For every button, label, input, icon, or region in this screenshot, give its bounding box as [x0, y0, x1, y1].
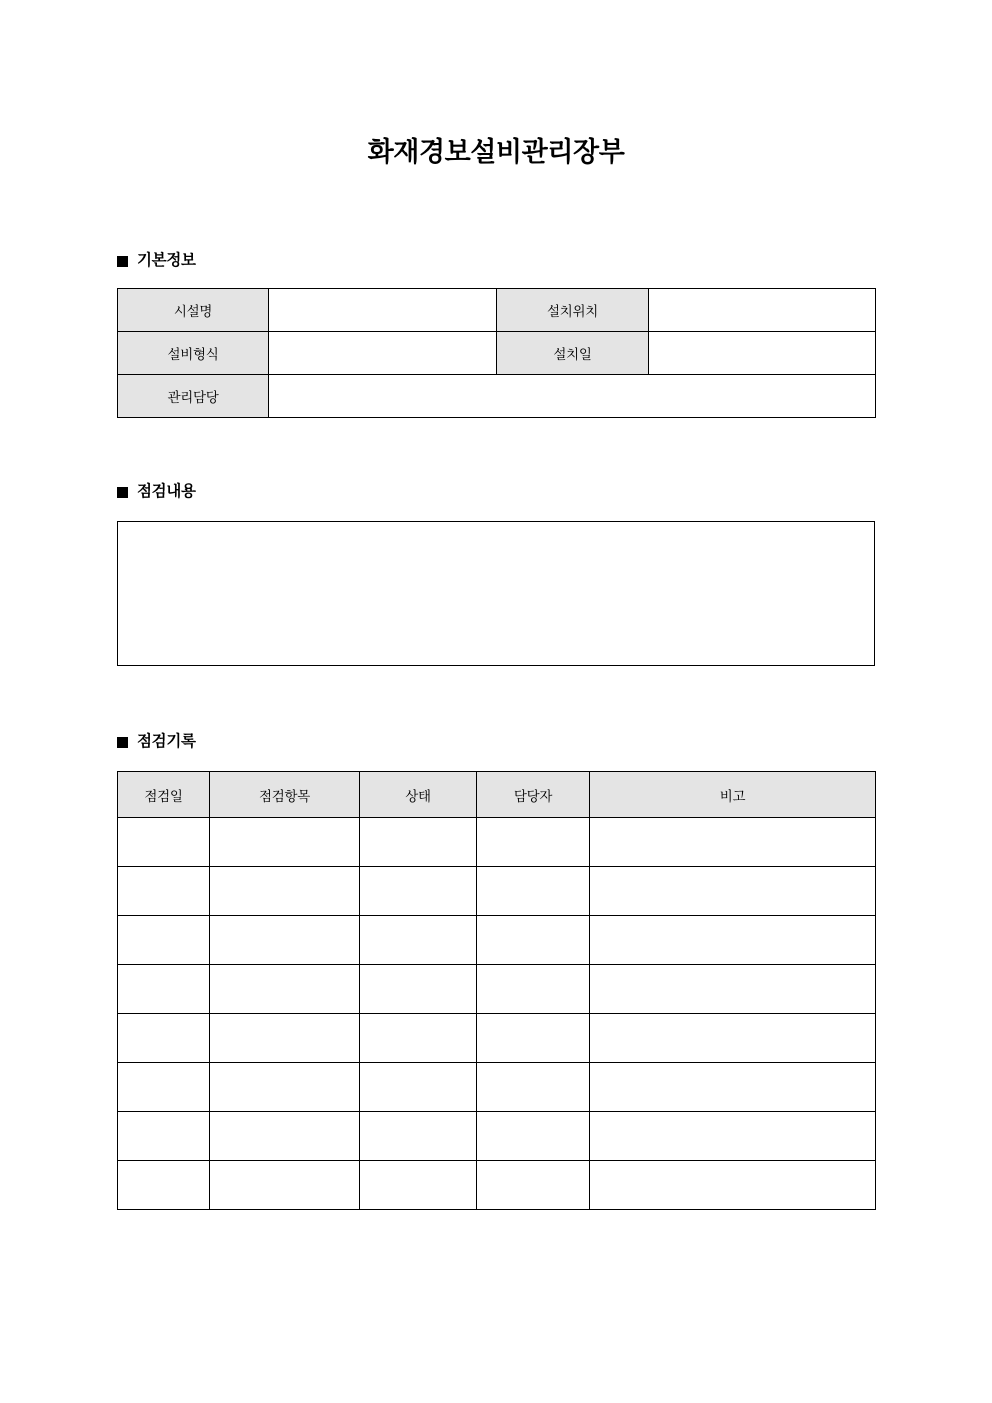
cell-inspection-item[interactable] — [210, 965, 360, 1014]
field-manager[interactable] — [269, 375, 876, 418]
inspection-record-table — [117, 771, 876, 1210]
cell-remarks[interactable] — [590, 1161, 876, 1210]
cell-person-in-charge[interactable] — [477, 1063, 590, 1112]
cell-inspection-item[interactable] — [210, 916, 360, 965]
cell-person-in-charge[interactable] — [477, 916, 590, 965]
cell-inspection-date[interactable] — [118, 1063, 210, 1112]
section-heading-inspection-record-label: 점검기록 — [137, 733, 196, 750]
section-heading-inspection-record — [117, 731, 196, 753]
column-header-inspection-date: 점검일 — [118, 772, 210, 818]
square-bullet-icon — [117, 737, 128, 748]
cell-person-in-charge[interactable] — [477, 965, 590, 1014]
label-facility-name: 시설명 — [118, 289, 269, 332]
cell-person-in-charge[interactable] — [477, 867, 590, 916]
table-row — [118, 818, 876, 867]
table-row — [118, 1161, 876, 1210]
square-bullet-icon — [117, 256, 128, 267]
cell-remarks[interactable] — [590, 1112, 876, 1161]
inspection-record-body — [118, 818, 876, 1210]
cell-inspection-item[interactable] — [210, 818, 360, 867]
table-row — [118, 1014, 876, 1063]
table-header-row — [118, 772, 876, 818]
cell-inspection-item[interactable] — [210, 867, 360, 916]
cell-status[interactable] — [360, 1063, 477, 1112]
section-heading-inspection-content — [117, 481, 196, 503]
cell-remarks[interactable] — [590, 867, 876, 916]
cell-remarks[interactable] — [590, 916, 876, 965]
cell-status[interactable] — [360, 1014, 477, 1063]
field-install-location[interactable] — [649, 289, 876, 332]
table-row — [118, 1063, 876, 1112]
cell-remarks[interactable] — [590, 818, 876, 867]
cell-inspection-date[interactable] — [118, 916, 210, 965]
cell-status[interactable] — [360, 916, 477, 965]
field-equipment-type[interactable] — [269, 332, 497, 375]
cell-inspection-date[interactable] — [118, 867, 210, 916]
table-row — [118, 916, 876, 965]
section-heading-inspection-content-label: 점검내용 — [137, 483, 196, 500]
column-header-status: 상태 — [360, 772, 477, 818]
cell-inspection-item[interactable] — [210, 1112, 360, 1161]
cell-inspection-date[interactable] — [118, 1161, 210, 1210]
page-title: 화재경보설비관리장부 — [367, 137, 625, 167]
cell-inspection-date[interactable] — [118, 818, 210, 867]
table-row — [118, 289, 876, 332]
cell-inspection-item[interactable] — [210, 1063, 360, 1112]
cell-status[interactable] — [360, 867, 477, 916]
label-install-date: 설치일 — [497, 332, 649, 375]
basic-info-table — [117, 288, 876, 418]
cell-remarks[interactable] — [590, 1014, 876, 1063]
cell-status[interactable] — [360, 818, 477, 867]
cell-person-in-charge[interactable] — [477, 818, 590, 867]
table-row — [118, 1112, 876, 1161]
table-row — [118, 332, 876, 375]
cell-inspection-item[interactable] — [210, 1161, 360, 1210]
label-manager: 관리담당 — [118, 375, 269, 418]
cell-person-in-charge[interactable] — [477, 1112, 590, 1161]
column-header-person-in-charge: 담당자 — [477, 772, 590, 818]
cell-person-in-charge[interactable] — [477, 1161, 590, 1210]
table-row — [118, 965, 876, 1014]
table-row — [118, 375, 876, 418]
cell-status[interactable] — [360, 1161, 477, 1210]
column-header-inspection-item: 점검항목 — [210, 772, 360, 818]
field-install-date[interactable] — [649, 332, 876, 375]
cell-person-in-charge[interactable] — [477, 1014, 590, 1063]
cell-inspection-date[interactable] — [118, 1014, 210, 1063]
square-bullet-icon — [117, 487, 128, 498]
field-facility-name[interactable] — [269, 289, 497, 332]
section-heading-basic-info-label: 기본정보 — [137, 252, 196, 269]
section-heading-basic-info — [117, 250, 196, 272]
label-equipment-type: 설비형식 — [118, 332, 269, 375]
cell-status[interactable] — [360, 1112, 477, 1161]
cell-inspection-item[interactable] — [210, 1014, 360, 1063]
cell-inspection-date[interactable] — [118, 965, 210, 1014]
table-row — [118, 867, 876, 916]
column-header-remarks: 비고 — [590, 772, 876, 818]
cell-inspection-date[interactable] — [118, 1112, 210, 1161]
cell-remarks[interactable] — [590, 965, 876, 1014]
cell-status[interactable] — [360, 965, 477, 1014]
cell-remarks[interactable] — [590, 1063, 876, 1112]
label-install-location: 설치위치 — [497, 289, 649, 332]
inspection-content-textarea[interactable] — [117, 521, 875, 666]
